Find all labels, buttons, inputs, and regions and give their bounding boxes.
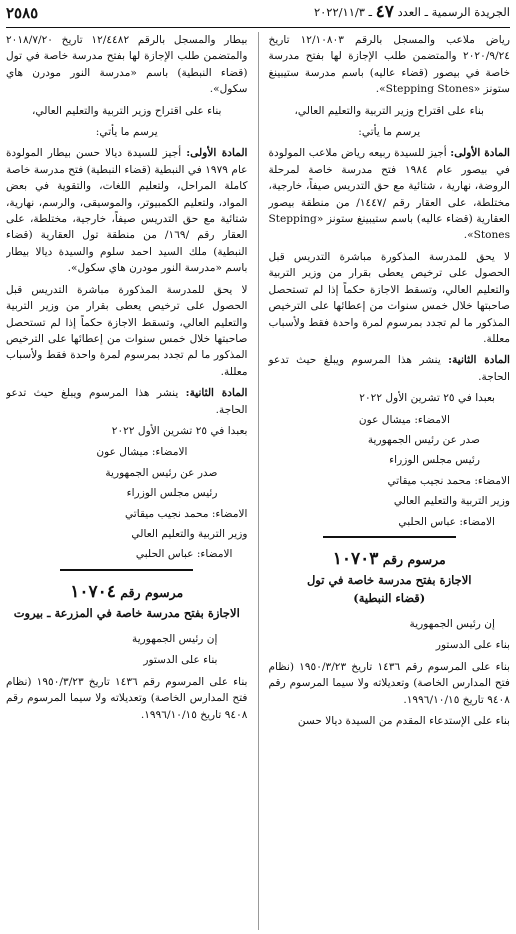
- signature: صدر عن رئيس الجمهورية: [105, 466, 218, 479]
- decree-subtitle: (قضاء النبطية): [353, 591, 426, 606]
- paragraph: بناء على المرسوم رقم ١٤٣٦ تاريخ ١٩٥٠/٣/٢٣ (نظام فتح المدارس الخاصة) وتعديلاته ولا سيما المرسوم رقم ٩٤٠٨ تاريخ ١٩٩٦/١٠/١٥.: [5, 675, 248, 721]
- signature: الامضاء: ميشال عون: [96, 446, 188, 459]
- decree-heading: [268, 546, 510, 572]
- decree-heading: [6, 579, 248, 605]
- article-label: المادة الثانية:: [185, 387, 248, 400]
- paragraph: يرسم ما يأتي:: [358, 126, 421, 139]
- decree-title: الاجازة بفتح مدرسة خاصة في المزرعة ـ بيروت: [13, 606, 240, 621]
- signature: الامضاء: عباس الحلبي: [398, 515, 495, 528]
- issue-number: ٤٧: [375, 1, 394, 22]
- decree-prefix: مرسوم رقم: [382, 551, 446, 567]
- signature: الامضاء: محمد نجيب ميقاتي: [387, 474, 510, 487]
- paragraph: إن رئيس الجمهورية: [132, 632, 218, 645]
- article-two: [6, 385, 248, 418]
- signature: رئيس مجلس الوزراء: [126, 487, 218, 500]
- section-divider: [323, 536, 456, 538]
- signature: رئيس مجلس الوزراء: [389, 454, 480, 467]
- article-text: ينشر هذا المرسوم ويبلغ حيث تدعو الحاجة.: [5, 387, 248, 416]
- article-text: ينشر هذا المرسوم ويبلغ حيث تدعو الحاجة.: [268, 354, 510, 383]
- paragraph: بناء على المرسوم رقم ١٤٣٦ تاريخ ١٩٥٠/٣/٢٣ (نظام فتح المدارس الخاصة) وتعديلاته ولا سيما المرسوم رقم ٩٤٠٨ تاريخ ١٩٩٦/١٠/١٥.: [268, 660, 510, 706]
- date-line: بعبدا في ٢٥ تشرين الأول ٢٠٢٢: [359, 392, 495, 405]
- journal-name: الجريدة الرسمية ـ العدد: [397, 4, 510, 19]
- article-text: أجيز للسيدة ربيعه رياض ملاعب المولودة في بيصور عام ١٩٨٤ فتح مدرسة خاصة لمرحلة الروضة، نهارية ، شتائية مع حق التدريس صيفاً، خارجية، مختلطة، على العقار رقم /١٤٤٧/ من منطقة بيصور العقارية (قضاء عاليه) باسم ستيبينغ ستونز «Stepping Stones».: [268, 147, 510, 242]
- article-label: المادة الأولى:: [186, 147, 248, 160]
- signature: وزير التربية والتعليم العالي: [393, 495, 510, 508]
- paragraph: بناء على اقتراح وزير التربية والتعليم العالي،: [32, 104, 222, 117]
- paragraph: لا يحق للمدرسة المذكورة مباشرة التدريس قبل الحصول على ترخيص يعطى بقرار من وزير التربية والتعليم العالي، وتسقط الاجازة حكماً إذا لم تستحصل صاحبتها خلال خمس سنوات من إعطائها على الترخيص المذكور ما لم تجدد بمرسوم لمرة واحدة فقط ولأسباب معللة.: [268, 250, 510, 345]
- article-two: [268, 352, 510, 385]
- column-divider: [258, 32, 259, 930]
- article-label: المادة الأولى:: [450, 147, 510, 160]
- article-one: [268, 145, 510, 243]
- date-line: بعبدا في ٢٥ تشرين الأول ٢٠٢٢: [111, 424, 248, 437]
- signature: وزير التربية والتعليم العالي: [131, 527, 248, 540]
- article-label: المادة الثانية:: [448, 354, 510, 367]
- issue-date: ـ ٢٠٢٢/١١/٣: [313, 4, 372, 19]
- decree-prefix: مرسوم رقم: [120, 584, 184, 600]
- article-one: [6, 145, 248, 276]
- journal-title: [314, 0, 510, 25]
- paragraph: بناء على الإستدعاء المقدم من السيدة ديالا حسن: [297, 714, 510, 727]
- left-column: [6, 32, 248, 930]
- signature: الامضاء: عباس الحلبي: [135, 548, 233, 561]
- paragraph: بناء على اقتراح وزير التربية والتعليم العالي،: [294, 104, 484, 117]
- decree-number: ١٠٧٠٣: [332, 548, 379, 569]
- signature: صدر عن رئيس الجمهورية: [367, 433, 480, 446]
- signature: الامضاء: محمد نجيب ميقاتي: [124, 507, 248, 520]
- paragraph: يرسم ما يأتي:: [95, 126, 158, 139]
- article-text: أجيز للسيدة ديالا حسن بيطار المولودة عام ١٩٧٩ في النبطية (قضاء النبطية) فتح مدرسة خاصة كاملة المراحل، ولتعليم اللغات، والتقوية في بعض المواد، ولتعليم الكمبيوتر، والموسيقى، والرسم، نهارية، شتائية مع حق التدريس صيفاً، خارجية، مختلطة، على العقار رقم /١٦٩/ من منطقة تول العقارية (قضاء النبطية) ملك السيد احمد سلوم والسيدة ديالا بيطار باسم «مدرسة النور مودرن هاي سكول».: [5, 147, 248, 275]
- page-number: ٢٥٨٥: [6, 3, 39, 22]
- paragraph: رياض ملاعب والمسجل بالرقم ١٢/١٠٨٠٣ تاريخ ٢٠٢٠/٩/٢٤ والمتضمن طلب الإجازة لها بفتح مدرسة خاصة في بيصور (قضاء عاليه) باسم مدرسة ستيبينغ ستونز «Stepping Stones».: [268, 34, 510, 96]
- columns: [6, 32, 510, 930]
- section-divider: [60, 569, 193, 571]
- paragraph: إن رئيس الجمهورية: [409, 617, 495, 630]
- paragraph: بيطار والمسجل بالرقم ١٢/٤٤٨٢ تاريخ ٢٠١٨/٧/٢٠ والمتضمن طلب الإجازة لها بفتح مدرسة خاصة في تول (قضاء النبطية) باسم «مدرسة النور مودرن هاي سكول».: [5, 34, 248, 96]
- decree-title: الاجازة بفتح مدرسة خاصة في تول: [306, 573, 472, 588]
- paragraph: بناء على الدستور: [435, 639, 510, 652]
- decree-number: ١٠٧٠٤: [70, 581, 116, 602]
- paragraph: بناء على الدستور: [143, 654, 218, 667]
- signature: الامضاء: ميشال عون: [358, 413, 450, 426]
- right-column: [268, 32, 510, 930]
- paragraph: لا يحق للمدرسة المذكورة مباشرة التدريس قبل الحصول على ترخيص يعطى بقرار من وزير التربية والتعليم العالي، وتسقط الاجازة حكماً إذا لم تستحصل صاحبتها خلال خمس سنوات من إعطائها على الترخيص المذكور ما لم تجدد بمرسوم لمرة واحدة فقط ولأسباب معللة.: [5, 283, 248, 378]
- page-header: [6, 1, 510, 28]
